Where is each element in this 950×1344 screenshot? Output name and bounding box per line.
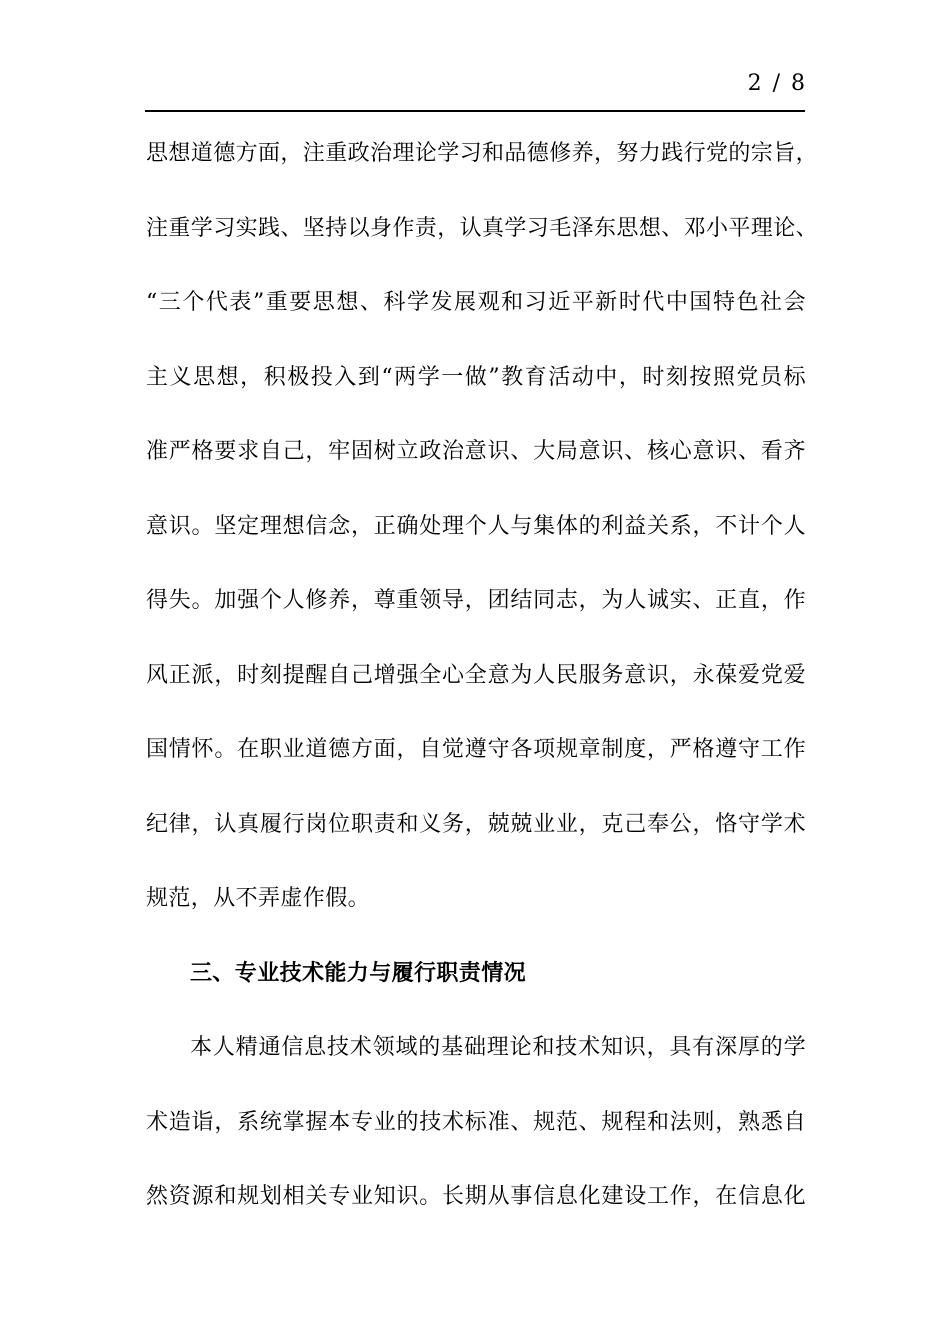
paragraph-line: 得失。加强个人修养，尊重领导，团结同志，为人诚实、正直，作 [146,588,806,613]
paragraph-line: 意识。坚定理想信念，正确处理个人与集体的利益关系，不计个人 [146,513,806,539]
paragraph-line: “三个代表”重要思想、科学发展观和习近平新时代中国特色社会 [146,290,806,315]
paragraph-line: 风正派，时刻提醒自己增强全心全意为人民服务意识，永葆爱党爱 [146,662,806,688]
paragraph-line: 本人精通信息技术领域的基础理论和技术知识，具有深厚的学 [190,1035,806,1060]
paragraph-line: 然资源和规划相关专业知识。长期从事信息化建设工作，在信息化 [146,1184,806,1209]
paragraph-line: 纪律，认真履行岗位职责和义务，兢兢业业，克己奉公，恪守学术 [146,811,806,837]
header-rule [145,110,805,112]
paragraph-line: 术造诣，系统掌握本专业的技术标准、规范、规程和法则，熟悉自 [146,1109,806,1135]
paragraph-line: 规范，从不弄虚作假。 [146,886,371,911]
page-number: 2 / 8 [747,71,807,96]
paragraph-line: 准严格要求自己，牢固树立政治意识、大局意识、核心意识、看齐 [146,439,806,464]
section-heading: 三、专业技术能力与履行职责情况 [190,960,527,986]
paragraph-line: 思想道德方面，注重政治理论学习和品德修养，努力践行党的宗旨， [146,141,819,166]
paragraph-line: 主义思想，积极投入到“两学一做”教育活动中，时刻按照党员标 [146,364,806,390]
body-text [146,117,819,1235]
paragraph-line: 注重学习实践、坚持以身作责，认真学习毛泽东思想、邓小平理论、 [146,215,819,241]
paragraph-line: 国情怀。在职业道德方面，自觉遵守各项规章制度，严格遵守工作 [146,737,806,762]
